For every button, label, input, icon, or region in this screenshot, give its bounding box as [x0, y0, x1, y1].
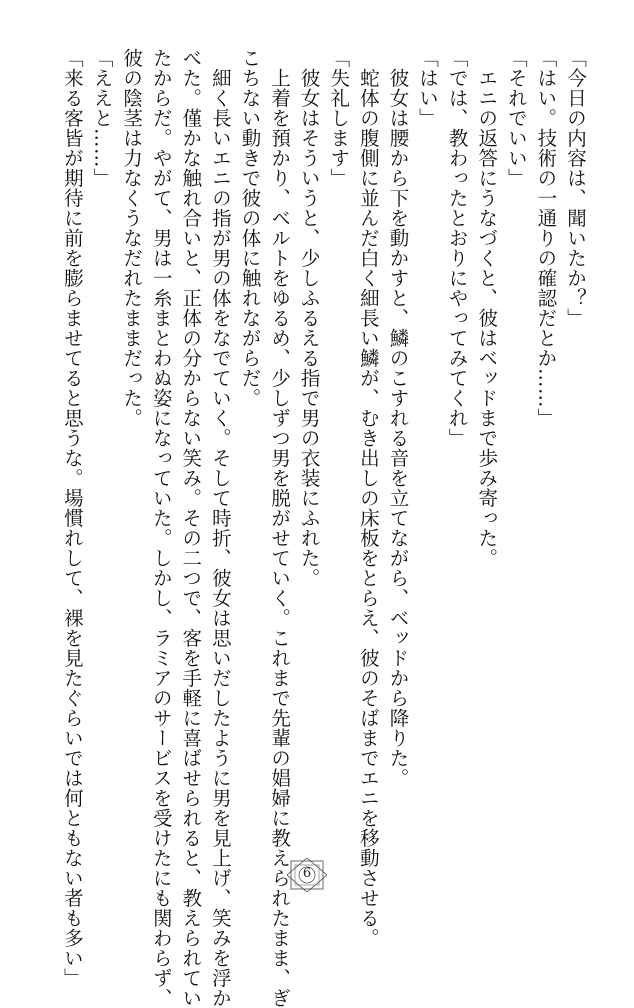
text-line: 「来る客皆が期待に前を膨らませてると思うな。場慣れして、裸を見たぐらいでは何ともない者も多い」: [60, 48, 84, 988]
text-line: 上着を預かり、ベルトをゆるめ、少しずつ男を脱がせていく。これまで先輩の娼婦に教えられたまま、ぎ: [268, 48, 292, 1008]
text-line: たからだ。やがて、男は一糸まとわぬ姿になっていた。しかし、ラミアのサービスを受けたにも関わらず、: [149, 48, 173, 1008]
page-number: 6: [302, 866, 312, 881]
text-line: 「今日の内容は、聞いたか？」: [564, 48, 587, 328]
text-line: 「では、教わったとおりにやってみてくれ」: [445, 48, 469, 448]
text-line: エニの返答にうなづくと、彼はベッドまで歩み寄った。: [475, 48, 499, 568]
vertical-text-body: [57, 48, 590, 1008]
text-line: 彼女はそういうと、少しふるえる指で男の衣装にふれた。: [297, 48, 321, 588]
text-line: 「はい」: [416, 48, 440, 128]
text-line: 「それでいい」: [504, 48, 528, 188]
text-line: 「失礼します」: [327, 48, 351, 188]
page-number-ornament: [287, 858, 327, 892]
text-line: 彼女は腰から下を動かすと、鱗のこすれる音を立てながら、ベッドから降りた。: [386, 48, 410, 788]
text-line: こちない動きで彼の体に触れながらだ。: [238, 48, 262, 408]
text-line: 蛇体の腹側に並んだ白く細長い鱗が、むき出しの床板をとらえ、彼のそばまでエニを移動させる。: [356, 48, 380, 948]
text-line: 細く長いエニの指が男の体をなでていく。そして時折、彼女は思いだしたように男を見上げ、笑みを浮か: [208, 48, 232, 1008]
text-line: べた。僅かな触れ合いと、正体の分からない笑み。その二つで、客を手軽に喜ばせられると、教えられてい: [179, 48, 203, 1008]
text-line: 「はい。技術の一通りの確認だとか……」: [534, 48, 558, 428]
text-line: 「ええと……」: [90, 48, 114, 188]
text-line: 彼の陰茎は力なくうなだれたままだった。: [120, 48, 144, 428]
